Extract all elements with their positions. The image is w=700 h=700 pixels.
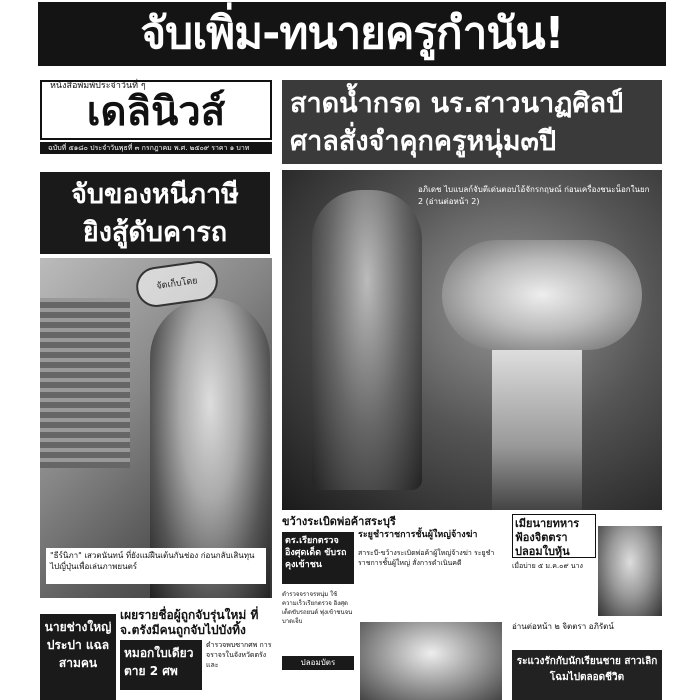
side-story-title: เมียนายทหาร ฟ้องจิตตรา ปลอมใบหุ้น <box>512 514 596 558</box>
photo-left-caption: "ธีร์นิภา" เสวตนันทน์ ที่ยังแม่ฝืนเต้นกันช่อง ก่อนกลับเสินทุนไปญี่ปุ่นเพื่อเล่นภาพยนตร์ <box>46 548 266 584</box>
main-headline: จับเพิ่ม-ทนายครูกำนัน! <box>38 2 666 66</box>
story-center-label: ปลอมบัตร <box>282 656 354 670</box>
photo-right-caption: อภิเดช ไบแบลก์จับตีเด่นตอบไอ้จักรกฤษณ์ ก่อนเครื่องชนะน็อกในยก 2 (อ่านต่อหน้า 2) <box>418 185 650 206</box>
photo-actress <box>40 258 272 598</box>
photo-building <box>40 298 130 468</box>
photo-fighter-right <box>442 240 642 350</box>
headline-right-line2: ศาลสั่งจำคุกครูหนุ่ม๓ปี <box>290 126 557 157</box>
photo-man <box>360 622 502 700</box>
headline-right-line1: สาดน้ำกรด นร.สาวนาฏศิลป์ <box>290 88 624 119</box>
story-center-box: ตร.เรียกตรวจ อิงศุดเด็ด ขับรถคุงเข้าชน <box>282 532 354 584</box>
story-center-title1: ขว้างระเบิดพ่อค้าสระบุรี <box>282 515 396 528</box>
photo-stamp: จัดเก็บโดย <box>134 258 221 309</box>
masthead-logo: เดลินิวส์ <box>40 80 272 140</box>
story-center-text: สาระบี-ขว้างระเบิดพ่อค้าผู้ใหญ่จ้างฆ่า ระยูชำราชการชั้นผู้ใหญ่ สั่งการดำเนินคดี <box>358 549 495 567</box>
bottom-left-headline: นายช่างใหญ่ ประปา แฉลสามคน <box>40 614 116 700</box>
mid-story-box: หมอกใบเดียว ตาย 2 ศพ <box>120 640 202 690</box>
headline-left <box>40 172 270 254</box>
issue-line: ฉบับที่ ๕๑๘๐ ประจำวันพุธที่ ๓ กรกฎาคม พ.ศ. ๒๕๐๙ ราคา ๑ บาท <box>40 142 272 154</box>
story-center-column: ตำรวจจราจรหนุ่ม ใช้ความเร็วเรียกตรวจ อิงศุดเด็ดขับรถยนต์ พุ่งเข้าชนจนบาดเจ็บ <box>282 591 353 625</box>
mid-story-title: เผยรายชื่อผู้ถูกจับรุ่นใหม่ ที่ จ.ตรังมีคนถูกจับไปบังทิ้ง <box>120 608 259 637</box>
masthead-tagline: หนังสือพิมพ์ประจำวันที่ ๆ <box>50 81 146 91</box>
headline-right <box>282 80 662 164</box>
headline-left-line1: จับของหนีภาษี <box>71 179 239 210</box>
side-story-footer: อ่านต่อหน้า ๒ จิตตรา อภิรัตน์ <box>512 622 614 631</box>
headline-left-line2: ยิงสู้ดับคารถ <box>82 217 228 248</box>
mid-story-text: ตำรวจพบซากศพ การจราจรในจังหวัดตรัง และ <box>206 641 272 669</box>
photo-referee <box>492 350 582 510</box>
photo-fighter-left <box>312 190 422 490</box>
side-story-subtitle: เมื่อบ่าย ๕ ม.ค.๐๙ นาง <box>512 562 583 570</box>
story-center-title2: ระยูชำราชการชั้นผู้ใหญ่จ้างฆ่า <box>358 530 478 540</box>
photo-woman-small <box>598 526 662 616</box>
bottom-right-headline: ระแวงรักกับนักเรียนชาย สาวเลิกโฉมไปตลอดชีวิต <box>512 650 662 700</box>
